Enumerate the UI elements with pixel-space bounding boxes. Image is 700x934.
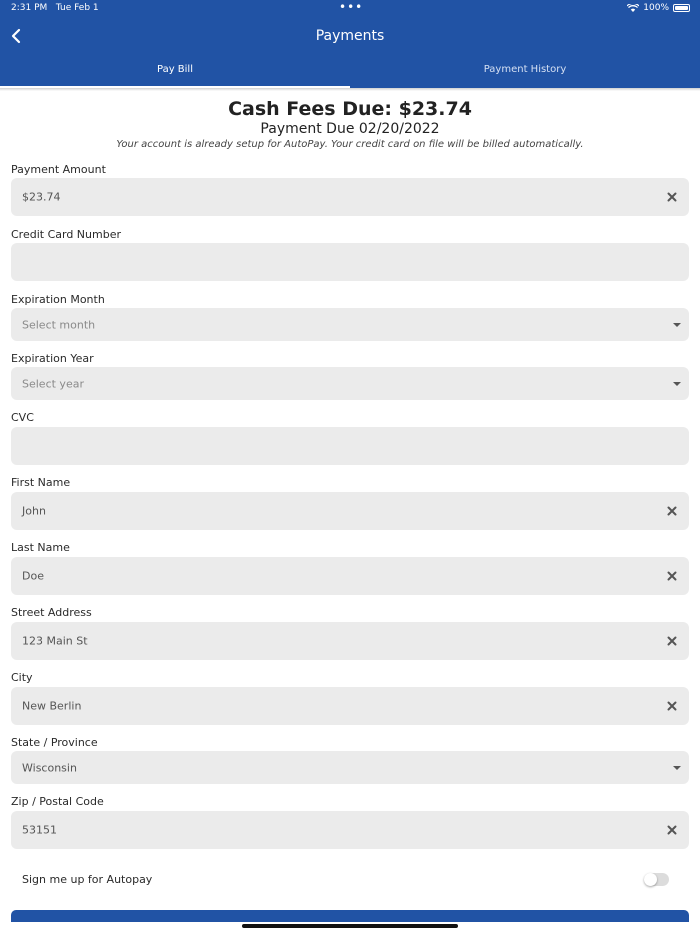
payment-amount-value: $23.74 bbox=[22, 190, 61, 204]
payment-amount-label: Payment Amount bbox=[11, 163, 106, 176]
chevron-down-icon bbox=[673, 323, 681, 327]
last-name-input[interactable] bbox=[11, 557, 689, 595]
exp-year-label: Expiration Year bbox=[11, 352, 94, 365]
cvc-label: CVC bbox=[11, 411, 34, 424]
last-name-value: Doe bbox=[22, 569, 44, 583]
fees-due-heading: Cash Fees Due: $23.74 bbox=[228, 98, 472, 120]
status-right bbox=[627, 3, 690, 13]
autopay-note: Your account is already setup for AutoPay. Your credit card on file will be billed automatically. bbox=[116, 139, 584, 150]
payment-due-date: Payment Due 02/20/2022 bbox=[260, 121, 440, 137]
status-time-text: 2:31 PM bbox=[11, 3, 48, 13]
street-address-label: Street Address bbox=[11, 606, 92, 619]
zip-label: Zip / Postal Code bbox=[11, 795, 104, 808]
city-input[interactable] bbox=[11, 687, 689, 725]
header-shadow bbox=[0, 88, 700, 91]
card-number-label: Credit Card Number bbox=[11, 228, 121, 241]
first-name-label: First Name bbox=[11, 476, 71, 489]
state-label: State / Province bbox=[11, 736, 98, 749]
submit-payment-button[interactable] bbox=[11, 910, 689, 922]
street-address-value: 123 Main St bbox=[22, 634, 88, 648]
exp-year-placeholder: Select year bbox=[22, 377, 84, 390]
home-indicator[interactable] bbox=[242, 924, 458, 928]
exp-month-select[interactable] bbox=[11, 308, 689, 341]
street-address-input[interactable] bbox=[11, 622, 689, 660]
status-time bbox=[11, 3, 99, 13]
status-date-text: Tue Feb 1 bbox=[55, 3, 99, 13]
first-name-value: John bbox=[22, 504, 46, 518]
clear-icon[interactable] bbox=[667, 636, 677, 646]
card-number-input[interactable] bbox=[11, 243, 689, 281]
multitasking-dots-icon[interactable]: ••• bbox=[339, 0, 364, 14]
exp-year-select[interactable] bbox=[11, 367, 689, 400]
clear-icon[interactable] bbox=[667, 506, 677, 516]
page-title: Payments bbox=[315, 28, 385, 44]
status-bar bbox=[0, 0, 700, 18]
first-name-input[interactable] bbox=[11, 492, 689, 530]
zip-value: 53151 bbox=[22, 823, 57, 837]
cvc-input[interactable] bbox=[11, 427, 689, 465]
payment-amount-input[interactable] bbox=[11, 178, 689, 216]
wifi-icon bbox=[627, 4, 639, 12]
chevron-down-icon bbox=[673, 766, 681, 770]
tab-pay-bill[interactable]: Pay Bill bbox=[156, 64, 193, 75]
clear-icon[interactable] bbox=[667, 192, 677, 202]
clear-icon[interactable] bbox=[667, 825, 677, 835]
city-label: City bbox=[11, 671, 33, 684]
city-value: New Berlin bbox=[22, 699, 82, 713]
state-value: Wisconsin bbox=[22, 761, 77, 774]
autopay-toggle[interactable] bbox=[644, 873, 669, 886]
chevron-down-icon bbox=[673, 382, 681, 386]
state-select[interactable] bbox=[11, 751, 689, 784]
toggle-knob bbox=[644, 873, 657, 886]
battery-percent: 100% bbox=[643, 3, 669, 13]
tab-payment-history[interactable]: Payment History bbox=[483, 64, 567, 75]
clear-icon[interactable] bbox=[667, 571, 677, 581]
last-name-label: Last Name bbox=[11, 541, 70, 554]
autopay-label: Sign me up for Autopay bbox=[22, 873, 153, 886]
app-header bbox=[0, 0, 700, 88]
zip-input[interactable] bbox=[11, 811, 689, 849]
battery-icon bbox=[673, 4, 690, 12]
clear-icon[interactable] bbox=[667, 701, 677, 711]
exp-month-placeholder: Select month bbox=[22, 318, 96, 331]
exp-month-label: Expiration Month bbox=[11, 293, 105, 306]
